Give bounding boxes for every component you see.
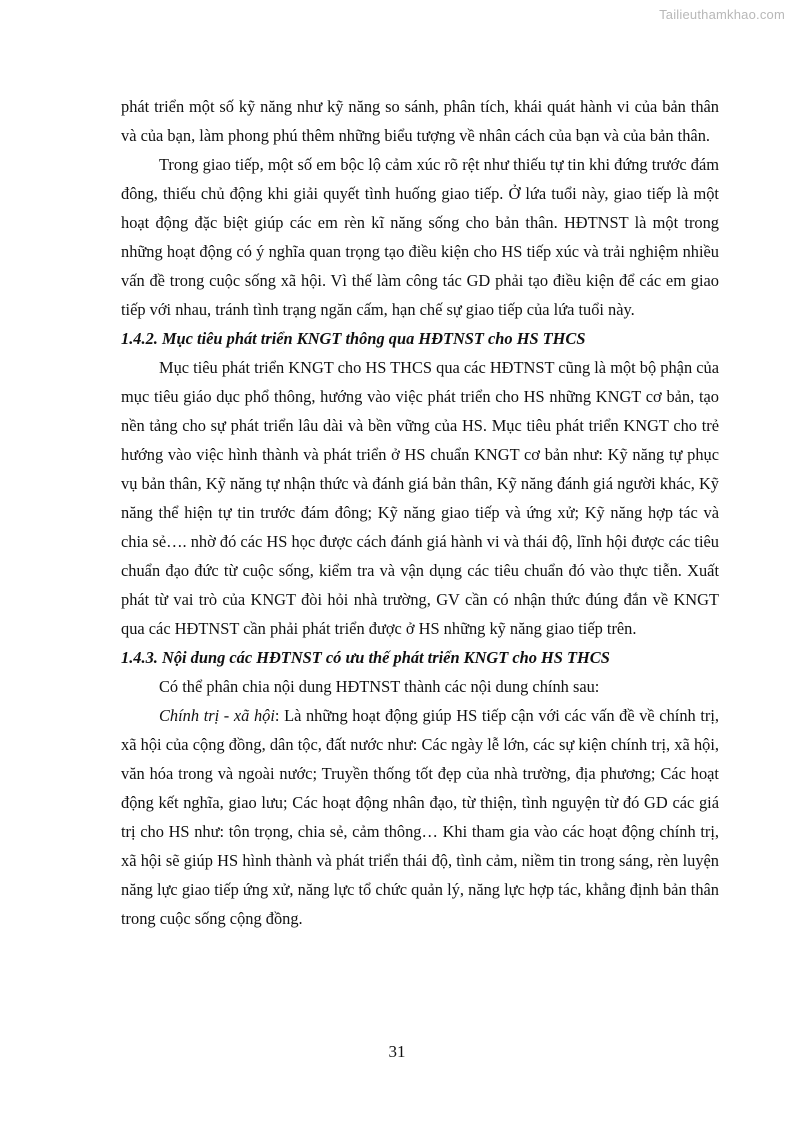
paragraph-objectives: Mục tiêu phát triển KNGT cho HS THCS qua các HĐTNST cũng là một bộ phận của mục tiêu giáo dục phổ thông, hướng vào việc phát triển cho HS những KNGT cơ bản, tạo nền tảng cho sự phát triển lâu dài và bền vững của HS. Mục tiêu phát triển KNGT cho trẻ hướng vào việc hình thành và phát triển ở HS chuẩn KNGT cơ bản như: Kỹ năng tự phục vụ bản thân, Kỹ năng tự nhận thức và đánh giá bản thân, Kỹ năng đánh giá người khác, Kỹ năng thể hiện tự tin trước đám đông; Kỹ năng giao tiếp và ứng xử; Kỹ năng hợp tác và chia sẻ…. nhờ đó các HS học được cách đánh giá hành vi và thái độ, lĩnh hội được các tiêu chuẩn đạo đức từ cuộc sống, kiểm tra và vận dụng các tiêu chuẩn đó vào thực tiễn. Xuất phát từ vai trò của KNGT đòi hỏi nhà trường, GV cần có nhận thức đúng đắn về KNGT qua các HĐTNST cần phải phát triển được ở HS những kỹ năng giao tiếp trên.	[121, 358, 719, 638]
document-body	[121, 92, 719, 933]
political-social-term: Chính trị - xã hội	[159, 706, 275, 725]
political-social-text: : Là những hoạt động giúp HS tiếp cận với các vấn đề về chính trị, xã hội của cộng đồng, dân tộc, đất nước như: Các ngày lễ lớn, các sự kiện chính trị, xã hội, văn hóa trong và ngoài nước; Truyền thống tốt đẹp của nhà trường, địa phương; Các hoạt động kết nghĩa, giao lưu; Các hoạt động nhân đạo, từ thiện, tình nguyện từ đó GD các giá trị cho HS như: tôn trọng, chia sẻ, cảm thông… Khi tham gia vào các hoạt động chính trị, xã hội sẽ giúp HS hình thành và phát triển thái độ, tình cảm, niềm tin trong sáng, rèn luyện năng lực giao tiếp ứng xử, năng lực tổ chức quản lý, năng lực hợp tác, khẳng định bản thân trong cuộc sống cộng đồng.	[121, 706, 719, 928]
section-heading-1-4-2: 1.4.2. Mục tiêu phát triển KNGT thông qua HĐTNST cho HS THCS	[121, 329, 586, 348]
paragraph-content-intro: Có thể phân chia nội dung HĐTNST thành các nội dung chính sau:	[159, 677, 600, 696]
page-number: 31	[388, 1042, 406, 1061]
paragraph-communication: Trong giao tiếp, một số em bộc lộ cảm xúc rõ rệt như thiếu tự tin khi đứng trước đám đông, thiếu chủ động khi giải quyết tình huống giao tiếp. Ở lứa tuổi này, giao tiếp là một hoạt động đặc biệt giúp các em rèn kĩ năng sống cho bản thân. HĐTNST là một trong những hoạt động có ý nghĩa quan trọng tạo điều kiện cho HS tiếp xúc và trải nghiệm nhiều vấn đề trong cuộc sống xã hội. Vì thế làm công tác GD phải tạo điều kiện để các em giao tiếp với nhau, tránh tình trạng ngăn cấm, hạn chế sự giao tiếp của lứa tuổi này.	[121, 155, 719, 319]
paragraph-continuation: phát triển một số kỹ năng như kỹ năng so sánh, phân tích, khái quát hành vi của bản thân và của bạn, làm phong phú thêm những biểu tượng về nhân cách của bạn và của bản thân.	[121, 97, 719, 145]
paragraph-political-social	[121, 701, 719, 933]
watermark: Tailieuthamkhao.com	[659, 7, 785, 22]
section-heading-1-4-3: 1.4.3. Nội dung các HĐTNST có ưu thế phát triển KNGT cho HS THCS	[121, 648, 610, 667]
